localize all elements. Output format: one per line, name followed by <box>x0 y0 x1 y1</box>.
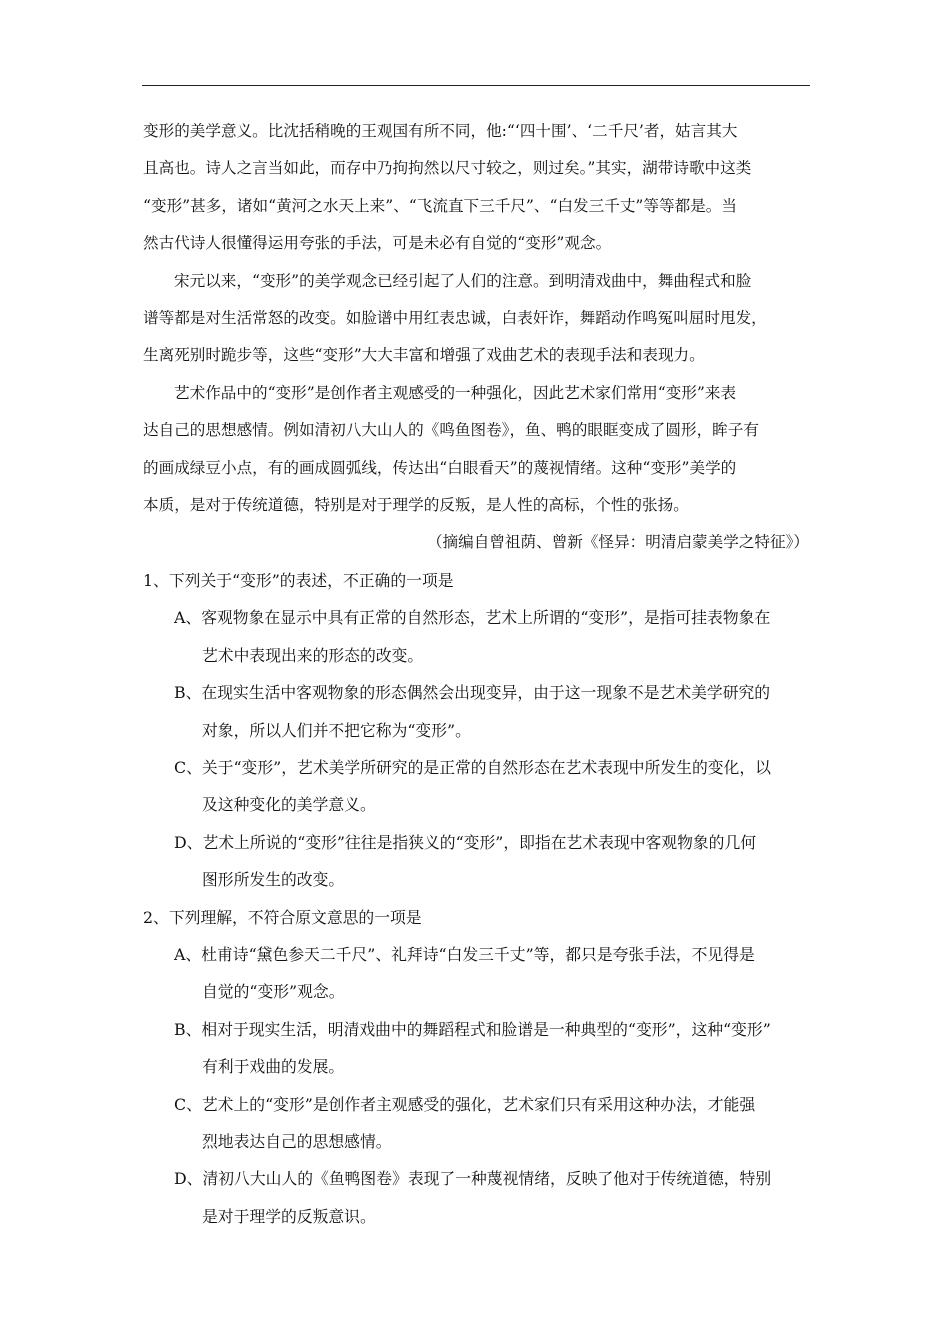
option-text: B、在现实生活中客观物象的形态偶然会出现变异，由于这一现象不是艺术美学研究的 <box>174 683 771 703</box>
question-options <box>143 599 809 898</box>
option-d[interactable] <box>143 1160 809 1235</box>
option-c[interactable] <box>143 749 809 824</box>
document-body <box>143 113 809 1235</box>
option-text-continued: 及这种变化的美学意义。 <box>202 795 376 815</box>
option-text-continued: 艺术中表现出来的形态的改变。 <box>202 645 424 665</box>
option-text: D、清初八大山人的《鱼鸭图卷》表现了一种蔑视情绪，反映了他对于传统道德，特别 <box>174 1169 772 1189</box>
option-b[interactable] <box>143 1011 809 1086</box>
passage-source: （摘编自曾祖荫、曾新《怪异：明清启蒙美学之特征》） <box>426 533 809 552</box>
passage-line: 变形的美学意义。比沈括稍晚的王观国有所不同，他:“‘四十围’、‘二千尺’者，姑言其大 <box>143 122 738 140</box>
question-stem: 1、下列关于“变形”的表述，不正确的一项是 <box>143 570 454 590</box>
passage-line: 谱等都是对生活常怒的改变。如脸谱中用红表忠诚，白表奸诈，舞蹈动作鸣冤叫屈时甩发， <box>143 309 767 328</box>
passage-paragraph-2 <box>143 263 809 375</box>
option-text-continued: 自觉的“变形”观念。 <box>202 982 345 1002</box>
passage-line: 本质，是对于传统道德，特别是对于理学的反叛，是人性的高标，个性的张扬。 <box>143 496 689 515</box>
question-options <box>143 936 809 1235</box>
option-text: B、相对于现实生活，明清戏曲中的舞蹈程式和脸谱是一种典型的“变形”，这种“变形” <box>174 1019 771 1039</box>
option-text: A、杜甫诗“黛色参天二千尺”、礼拜诗“白发三千丈”等，都只是夸张手法，不见得是 <box>174 944 755 964</box>
passage-paragraph-3 <box>143 375 809 525</box>
option-text-continued: 是对于理学的反叛意识。 <box>202 1206 376 1226</box>
option-text: A、客观物象在显示中具有正常的自然形态，艺术上所谓的“变形”，是指可挂表物象在 <box>174 608 771 628</box>
passage-line: “变形”甚多，诸如“黄河之水天上来”、“飞流直下三千尺”、“白发三千丈”等等都是。当 <box>143 196 737 215</box>
passage-line: 然古代诗人很懂得运用夸张的手法，可是未必有自觉的“变形”观念。 <box>143 234 612 253</box>
option-c[interactable] <box>143 1086 809 1161</box>
option-text: D、艺术上所说的“变形”往往是指狭义的“变形”，即指在艺术表现中客观物象的几何 <box>174 832 757 852</box>
option-b[interactable] <box>143 674 809 749</box>
passage-line: 且高也。诗人之言当如此，而存中乃拘拘然以尺寸较之，则过矣。”其实，湖带诗歌中这类 <box>143 159 752 178</box>
option-text-continued: 烈地表达自己的思想感情。 <box>202 1131 392 1151</box>
passage-line: 宋元以来，“变形”的美学观念已经引起了人们的注意。到明清戏曲中，舞曲程式和脸 <box>174 271 752 290</box>
option-text-continued: 对象，所以人们并不把它称为“变形”。 <box>202 720 471 740</box>
passage-line: 达自己的思想感情。例如清初八大山人的《鸣鱼图卷》，鱼、鸭的眼眶变成了圆形，眸子有 <box>143 421 759 440</box>
option-a[interactable] <box>143 599 809 674</box>
option-d[interactable] <box>143 824 809 899</box>
question-1 <box>143 562 809 899</box>
passage-line: 生离死别时跪步等，这些“变形”大大丰富和增强了戏曲艺术的表现手法和表现力。 <box>143 346 705 365</box>
passage-line: 艺术作品中的“变形”是创作者主观感受的一种强化，因此艺术家们常用“变形”来表 <box>174 383 737 402</box>
option-text-continued: 图形所发生的改变。 <box>202 870 345 890</box>
passage-line: 的画成绿豆小点，有的画成圆弧线，传达出“白眼看天”的蔑视情绪。这种“变形”美学的 <box>143 458 737 477</box>
header-rule <box>142 85 810 86</box>
question-stem: 2、下列理解，不符合原文意思的一项是 <box>143 907 422 927</box>
option-text: C、关于“变形”，艺术美学所研究的是正常的自然形态在艺术表现中所发生的变化，以 <box>174 757 771 777</box>
option-a[interactable] <box>143 936 809 1011</box>
question-2 <box>143 899 809 1236</box>
passage-paragraph-1 <box>143 113 809 263</box>
option-text-continued: 有利于戏曲的发展。 <box>202 1057 345 1077</box>
option-text: C、艺术上的“变形”是创作者主观感受的强化，艺术家们只有采用这种办法，才能强 <box>174 1094 756 1114</box>
